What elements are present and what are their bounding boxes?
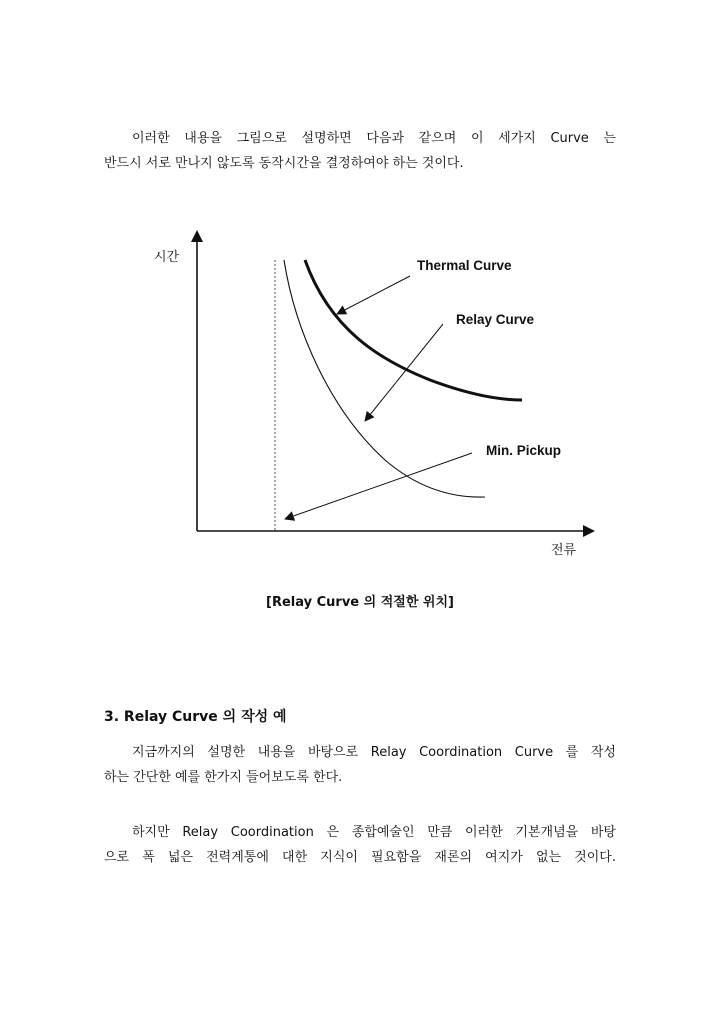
closing-paragraph-line-2: 으로 폭 넓은 전력계통에 대한 지식이 필요함을 재론의 여지가 없는 것이다. xyxy=(104,850,616,865)
closing-paragraph-line-1: 하지만 Relay Coordination 은 종합예술인 만큼 이러한 기본개념을 바탕 xyxy=(132,825,616,840)
thermal-curve-line xyxy=(305,260,522,400)
figure-caption: [Relay Curve 의 적절한 위치] xyxy=(266,595,454,610)
thermal-curve-pointer-arrow xyxy=(337,276,410,314)
thermal-curve-label: Thermal Curve xyxy=(417,258,512,273)
example-paragraph-line-1: 지금까지의 설명한 내용을 바탕으로 Relay Coordination Curve 를 작성 xyxy=(132,745,616,760)
relay-curve-figure xyxy=(140,220,610,565)
section-heading: 3. Relay Curve 의 작성 예 xyxy=(104,709,287,725)
intro-paragraph-line-1: 이러한 내용을 그림으로 설명하면 다음과 같으며 이 세가지 Curve 는 xyxy=(132,131,616,146)
min-pickup-pointer-arrow xyxy=(285,453,472,519)
x-axis-label: 전류 xyxy=(551,543,577,558)
intro-paragraph-line-2: 반드시 서로 만나지 않도록 동작시간을 결정하여야 하는 것이다. xyxy=(104,156,464,171)
intro-paragraph xyxy=(104,126,616,176)
closing-paragraph xyxy=(104,820,616,870)
relay-curve-diagram xyxy=(140,220,610,565)
example-paragraph-line-2: 하는 간단한 예를 한가지 들어보도록 한다. xyxy=(104,770,343,785)
y-axis-label: 시간 xyxy=(154,250,180,265)
relay-curve-pointer-arrow xyxy=(365,324,443,421)
min-pickup-label: Min. Pickup xyxy=(486,443,562,458)
relay-curve-label: Relay Curve xyxy=(456,312,535,327)
relay-curve-line xyxy=(284,260,485,497)
example-paragraph xyxy=(104,740,616,790)
